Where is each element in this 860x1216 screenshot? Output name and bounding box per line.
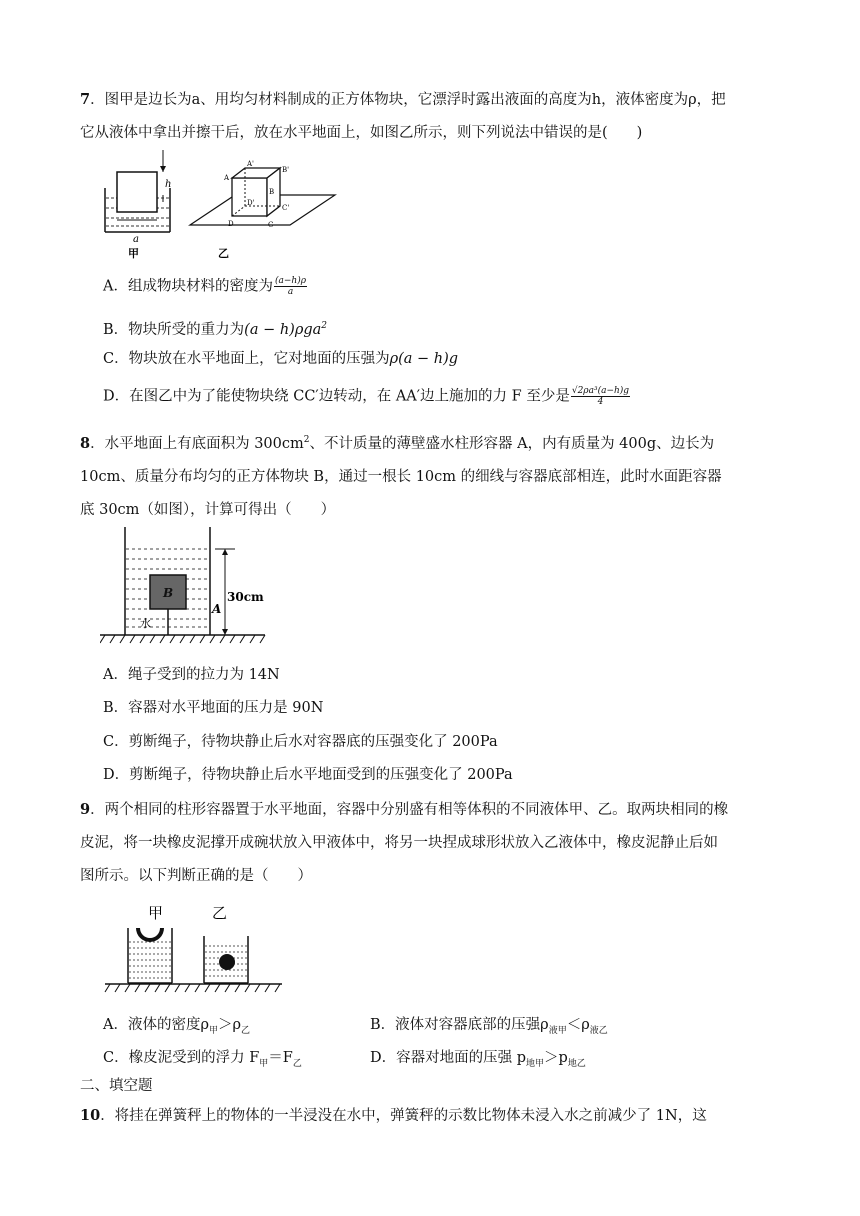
q9-option-d: D．容器对地面的压强 $p_{地甲}>p_{地乙}$ (370, 1050, 586, 1069)
q8-figure (100, 527, 270, 647)
q7-fig-h-label: h (165, 179, 172, 190)
q8-fig-label-a: A (212, 602, 222, 616)
q8-fig-label-b: B (163, 586, 174, 600)
q9-option-b: B．液体对容器底部的压强$\rho_{液甲}<\rho_{液乙}$ (370, 1017, 608, 1036)
svg-text:D': D' (247, 199, 255, 207)
q8-option-a: A．绳子受到的拉力为 14N (103, 667, 280, 683)
q7-fig-jia (105, 150, 171, 260)
q7-stem: 7．图甲是边长为a、用均匀材料制成的正方体物块，它漂浮时露出液面的高度为h，液体密度为ρ，把它从液体中拿出并擦干后，放在水平地面上，如图乙所示，则下列说法中错误的是( ) (80, 91, 726, 141)
q8-option-d: D．剪断绳子，待物块静止后水平地面受到的压强变化了 200Pa (103, 767, 513, 783)
q8-option-c: C．剪断绳子，待物块静止后水对容器底的压强变化了 200Pa (103, 734, 498, 750)
q8-fig-height-label: 30cm (227, 590, 264, 604)
q9-number: 9 (80, 801, 91, 818)
svg-text:B': B' (282, 166, 290, 174)
q7-fig-yi (190, 160, 335, 260)
q8-option-b: B．容器对水平地面的压力是 90N (103, 700, 324, 716)
q8-number: 8 (80, 434, 91, 452)
svg-text:C': C' (282, 204, 290, 212)
q7-option-c: C．物块放在水平地面上，它对地面的压强为ρ(a − h)g (103, 351, 459, 367)
q7-optD-fraction: $\frac{\text{√2ρa³(a−h)g}}{4}$ (571, 386, 630, 407)
q7-optA-fraction: $\frac{(a-h)\rho}{a}$ (274, 276, 307, 297)
q7-fig-label-jia: 甲 (128, 247, 139, 260)
svg-text:D: D (228, 220, 234, 228)
q7-fig-label-yi: 乙 (218, 247, 229, 260)
q9-option-a: A．液体的密度$\rho_甲>\rho_乙$ (103, 1017, 251, 1036)
q7-fig-a-label: a (133, 234, 139, 245)
q10-number: 10 (80, 1107, 101, 1124)
q9-fig-label-yi: 乙 (212, 904, 228, 922)
q9-figure (100, 898, 285, 998)
svg-text:A': A' (247, 160, 254, 168)
svg-text:A: A (224, 174, 230, 182)
q8-stem: 8．水平地面上有底面积为 $300cm^2$、不计质量的薄壁盛水柱形容器 A，内有质量为 400g、边长为10cm、质量分布均匀的正方体物块 B，通过一根长 10cm 的细线与容器底部相连，此时水面距容器底 30cm（如图），计算可得出（ ） (80, 434, 722, 518)
q7-option-b: B．物块所受的重力为(a − h)ρga$^2$ (103, 321, 328, 338)
q7-number: 7 (80, 91, 91, 108)
section-title-fill-in: 二、填空题 (80, 1078, 153, 1094)
q10-stem: 10．将挂在弹簧秤上的物体的一半浸没在水中，弹簧秤的示数比物体未浸入水之前减少了 1N，这 (80, 1107, 707, 1124)
q7-option-d: D．在图乙中为了能使物块绕 CC′边转动，在 AA′边上施加的力 F 至少是 $\frac{\text{√2ρa³(a−h)g}}{4}$ (103, 386, 630, 407)
q7-option-a: A．组成物块材料的密度为 $\frac{(a-h)\rho}{a}$ (103, 276, 307, 297)
svg-text:C: C (268, 221, 274, 229)
q7-figure (100, 150, 360, 262)
q9-stem: 9．两个相同的柱形容器置于水平地面，容器中分别盛有相等体积的不同液体甲、乙。取两块相同的橡皮泥，将一块橡皮泥撑开成碗状放入甲液体中，将另一块捏成球形状放入乙液体中，橡皮泥静止后如图所示。以下判断正确的是（ ） (80, 801, 729, 884)
q9-fig-label-jia: 甲 (148, 904, 164, 922)
q9-option-c: C．橡皮泥受到的浮力 $F_甲=F_乙$ (103, 1050, 302, 1069)
svg-text:B: B (269, 188, 275, 196)
q8-fig-label-water: 水 (140, 617, 151, 630)
